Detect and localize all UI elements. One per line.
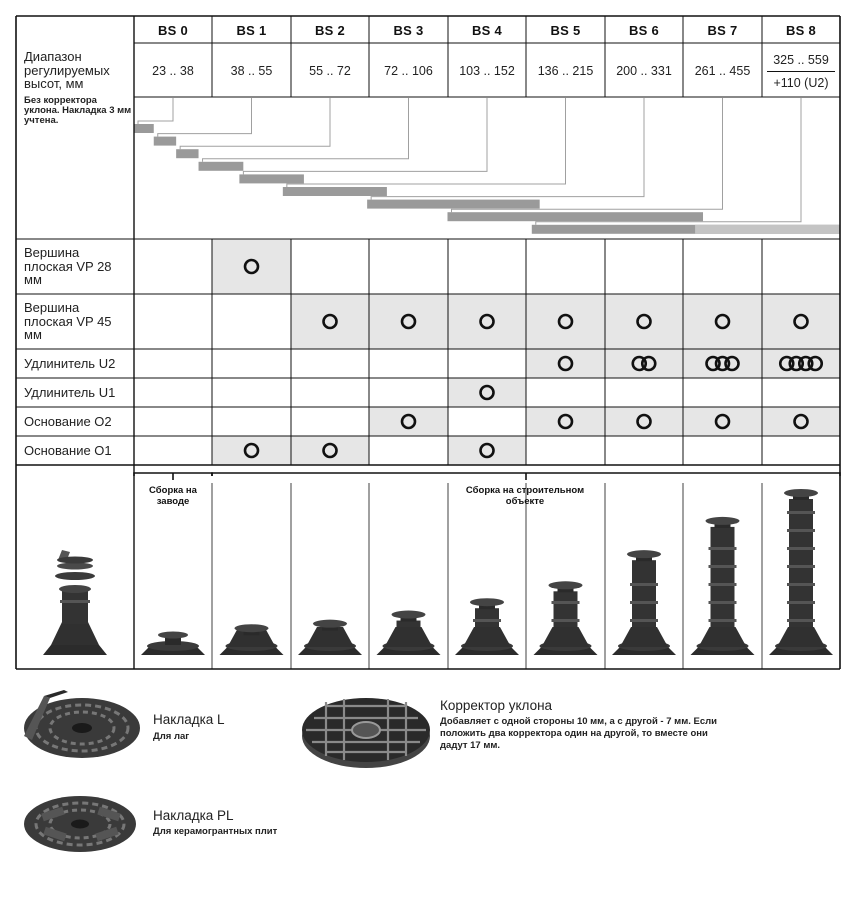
filled-cell — [291, 294, 369, 349]
column-header-bs5: BS 5 — [550, 22, 581, 38]
pedestal-image — [141, 632, 205, 656]
height-range-bar — [447, 212, 703, 221]
height-range-value: 55 .. 72 — [309, 63, 351, 78]
filled-cell — [526, 349, 605, 378]
component-row-label: Вершина плоская VP 28 мм — [24, 245, 112, 288]
filled-cell — [683, 294, 762, 349]
filled-cell — [291, 436, 369, 465]
range-guide-line — [180, 98, 330, 149]
height-range-note: Без корректора уклона. Накладка 3 мм учтена. — [24, 95, 132, 126]
range-guide-line — [536, 98, 801, 225]
filled-cell — [448, 378, 526, 407]
column-header-bs6: BS 6 — [628, 22, 660, 38]
filled-cell — [526, 407, 605, 436]
filled-cell — [369, 294, 448, 349]
factory-assembly-label: Сборка на заводе — [149, 485, 197, 507]
filled-cell — [212, 436, 291, 465]
height-range-bar — [199, 162, 244, 171]
height-range-value-main: 325 .. 559 — [767, 51, 835, 72]
filled-cell — [762, 349, 840, 378]
site-assembly-label: Сборка на строительном объекте — [465, 485, 585, 507]
filled-cell — [212, 239, 291, 294]
lag-pad-subtitle: Для лаг — [153, 731, 190, 742]
column-header-bs2: BS 2 — [314, 22, 346, 38]
column-header-bs0: BS 0 — [157, 22, 189, 38]
height-range-value: 72 .. 106 — [384, 63, 433, 78]
height-range-value: 23 .. 38 — [152, 63, 194, 78]
range-guide-line — [287, 98, 566, 187]
filled-cell — [448, 436, 526, 465]
filled-cell — [683, 407, 762, 436]
height-range-extension: +110 (U2) — [773, 76, 829, 90]
height-range-bar — [239, 174, 304, 183]
height-range-bar — [367, 200, 540, 209]
component-row-label: Удлинитель U1 — [24, 384, 116, 400]
height-range-bar — [154, 137, 176, 146]
slope-corrector-description: Добавляет с одной стороны 10 мм, а с другой - 7 мм. Если положить два корректора один на другой, то вместе они дадут 17 мм. — [440, 716, 717, 751]
pedestal-image — [455, 598, 519, 655]
slope-corrector-title: Корректор уклона — [440, 698, 553, 713]
exploded-pedestal-image — [43, 550, 107, 655]
filled-cell — [683, 349, 762, 378]
filled-cell — [526, 294, 605, 349]
height-range-bar — [176, 149, 198, 158]
filled-cell — [762, 294, 840, 349]
pedestal-image — [769, 489, 833, 655]
height-range-value — [762, 44, 840, 97]
range-guide-line — [203, 98, 409, 162]
pedestal-image — [534, 581, 598, 655]
range-guide-line — [158, 98, 252, 137]
tile-pad-title: Накладка PL — [153, 808, 234, 823]
filled-cell — [605, 349, 683, 378]
height-range-label: Диапазон регулируемых высот, мм — [24, 49, 110, 91]
range-guide-line — [243, 98, 487, 174]
height-range-value: 200 .. 331 — [616, 63, 672, 78]
height-range-value: 261 .. 455 — [694, 63, 751, 78]
column-header-bs8: BS 8 — [785, 22, 817, 38]
pedestal-image — [298, 620, 362, 655]
component-row-label: Основание O1 — [24, 442, 112, 458]
column-header-bs1: BS 1 — [236, 22, 267, 38]
filled-cell — [605, 294, 683, 349]
height-range-value: 136 .. 215 — [537, 63, 594, 78]
component-row-label: Основание O2 — [24, 413, 112, 429]
filled-cell — [762, 407, 840, 436]
column-header-bs4: BS 4 — [471, 22, 503, 38]
lag-pad-title: Накладка L — [153, 712, 225, 727]
column-header-bs3: BS 3 — [393, 22, 424, 38]
range-guide-line — [138, 98, 173, 124]
height-range-bar-extension — [695, 225, 840, 234]
component-row-label: Вершина плоская VP 45 мм — [24, 300, 112, 343]
pedestal-image — [220, 624, 284, 655]
filled-cell — [448, 294, 526, 349]
filled-cell — [605, 407, 683, 436]
height-range-value: 103 .. 152 — [459, 63, 515, 78]
component-row-label: Удлинитель U2 — [24, 355, 116, 371]
pedestal-image — [691, 517, 755, 655]
height-range-bar — [134, 124, 154, 133]
tile-pad-subtitle: Для керамогрантных плит — [153, 826, 278, 837]
pedestal-image — [612, 550, 676, 655]
column-header-bs7: BS 7 — [707, 22, 738, 38]
tile-pad-image — [14, 784, 144, 864]
filled-cell — [369, 407, 448, 436]
height-range-value: 38 .. 55 — [230, 63, 273, 78]
lag-pad-image — [14, 684, 144, 764]
height-range-bar — [283, 187, 387, 196]
range-guide-line — [451, 98, 722, 212]
slope-corrector-image — [298, 684, 434, 780]
pedestal-image — [377, 611, 441, 655]
